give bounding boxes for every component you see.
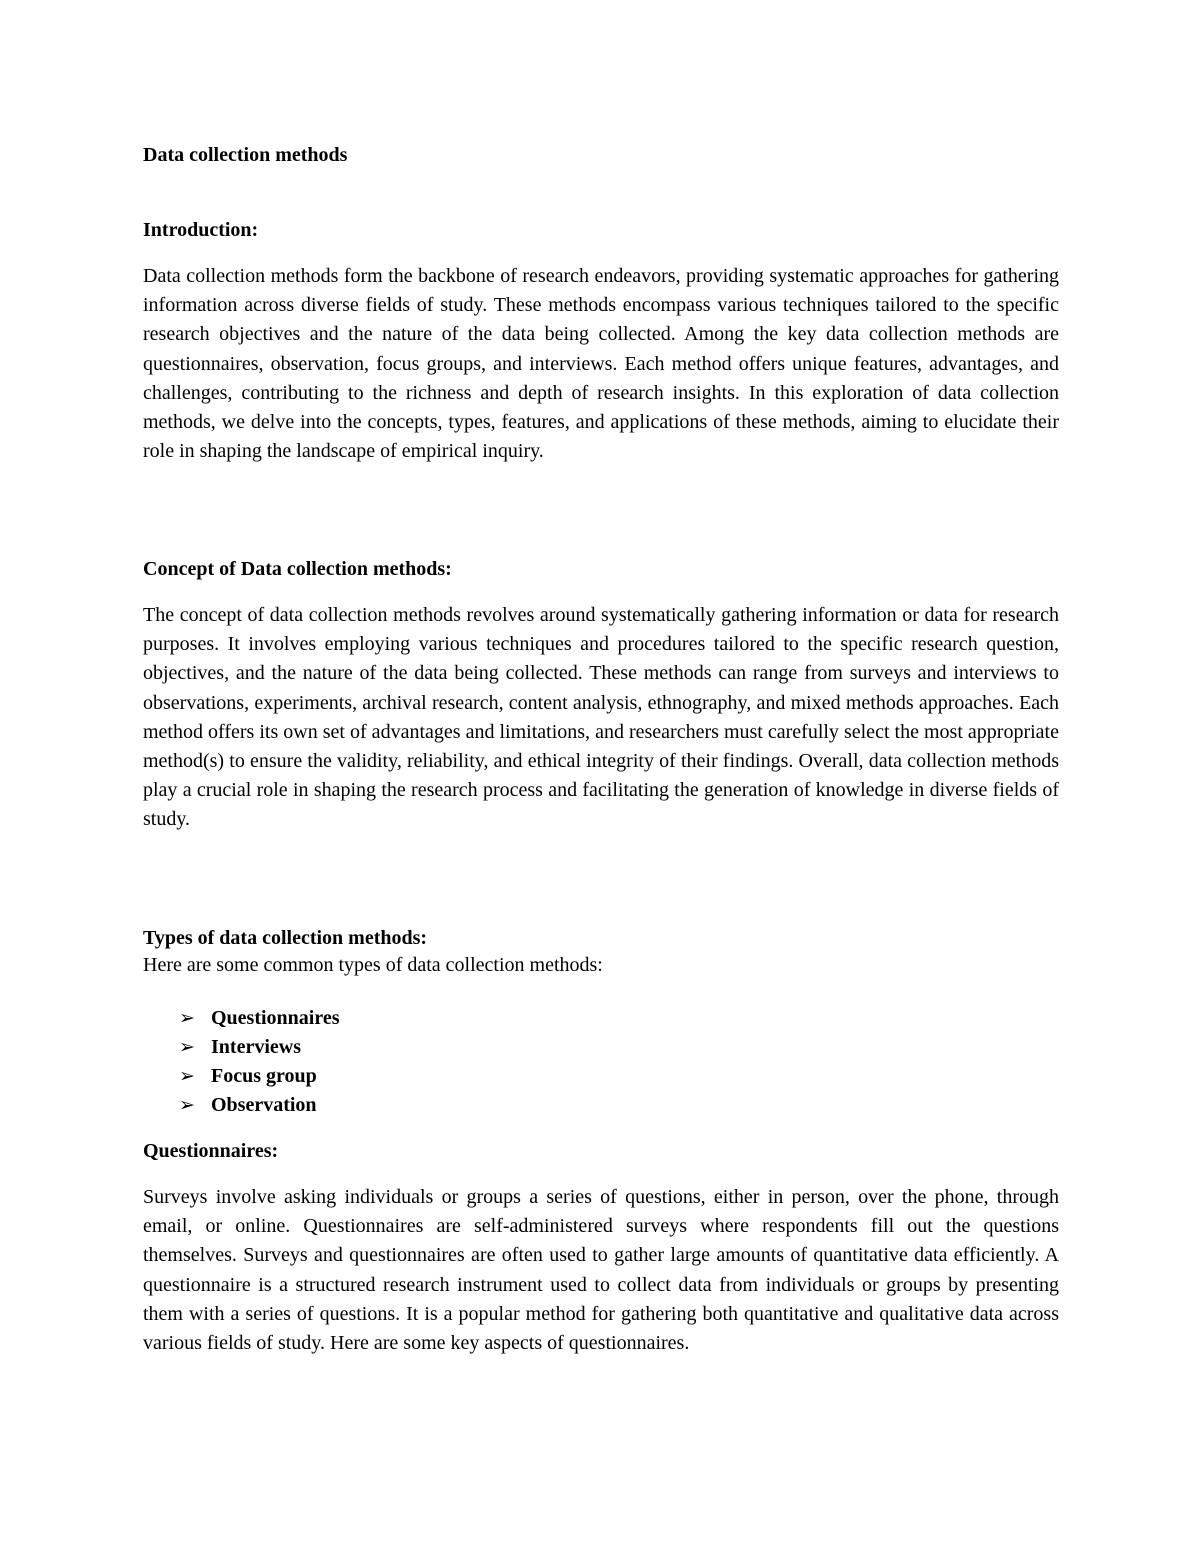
document-title: Data collection methods <box>143 144 348 166</box>
arrow-bullet-icon: ➢ <box>179 1036 195 1058</box>
list-item-label: Focus group <box>211 1065 317 1087</box>
list-item-label: Observation <box>211 1094 317 1116</box>
arrow-bullet-icon: ➢ <box>179 1094 195 1116</box>
concept-heading: Concept of Data collection methods: <box>143 558 452 580</box>
intro-heading: Introduction: <box>143 219 259 241</box>
types-heading: Types of data collection methods: <box>143 927 428 949</box>
intro-paragraph: Data collection methods form the backbone of research endeavors, providing systematic approaches for gathering information across diverse fields of study. These methods encompass various techniques tailored to the specific research objectives and the nature of the data being collected. Among the key data collection methods are questionnaires, observation, focus groups, and interviews. Each method offers unique features, advantages, and challenges, contributing to the richness and depth of research insights. In this exploration of data collection methods, we delve into the concepts, types, features, and applications of these methods, aiming to elucidate their role in shaping the landscape of empirical inquiry. <box>143 265 1059 463</box>
list-item-label: Questionnaires <box>211 1007 340 1029</box>
arrow-bullet-icon: ➢ <box>179 1065 195 1087</box>
concept-paragraph: The concept of data collection methods revolves around systematically gathering information or data for research purposes. It involves employing various techniques and procedures tailored to the specific research question, objectives, and the nature of the data being collected. These methods can range from surveys and interviews to observations, experiments, archival research, content analysis, ethnography, and mixed methods approaches. Each method offers its own set of advantages and limitations, and researchers must carefully select the most appropriate method(s) to ensure the validity, reliability, and ethical integrity of their findings. Overall, data collection methods play a crucial role in shaping the research process and facilitating the generation of knowledge in diverse fields of study. <box>143 604 1059 831</box>
questionnaires-paragraph: Surveys involve asking individuals or groups a series of questions, either in person, over the phone, through email, or online. Questionnaires are self-administered surveys where respondents fill out the questions themselves. Surveys and questionnaires are often used to gather large amounts of quantitative data efficiently. A questionnaire is a structured research instrument used to collect data from individuals or groups by presenting them with a series of questions. It is a popular method for gathering both quantitative and qualitative data across various fields of study. Here are some key aspects of questionnaires. <box>143 1186 1059 1355</box>
list-item-label: Interviews <box>211 1036 301 1058</box>
list-item <box>179 1091 340 1120</box>
list-item <box>179 1004 340 1033</box>
list-item <box>179 1033 340 1062</box>
arrow-bullet-icon: ➢ <box>179 1007 195 1029</box>
types-intro-text: Here are some common types of data collection methods: <box>143 954 603 976</box>
types-list <box>179 1004 340 1120</box>
list-item <box>179 1062 340 1091</box>
questionnaires-heading: Questionnaires: <box>143 1140 279 1162</box>
